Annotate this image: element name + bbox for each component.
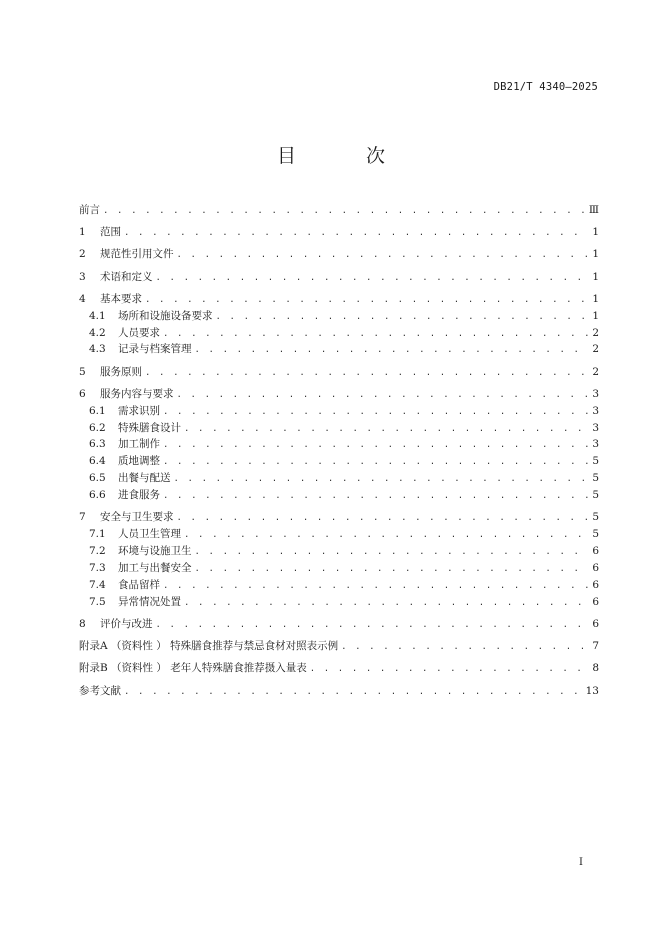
toc-entry-page: 5 <box>592 528 599 541</box>
toc-entry-page: 3 <box>592 387 599 400</box>
toc-entry-page: 1 <box>592 226 599 239</box>
toc-entry[interactable] <box>79 660 599 677</box>
dot-leader <box>177 387 589 404</box>
dot-leader <box>163 404 588 421</box>
toc-entry-number: 6.5 <box>89 472 106 485</box>
toc-entry[interactable] <box>79 341 599 358</box>
toc-entry[interactable] <box>79 453 599 470</box>
toc-entry-text: 服务原则 <box>100 365 142 378</box>
toc-entry-label <box>79 364 142 381</box>
toc-entry-page: 1 <box>592 270 599 283</box>
toc-entry-number: 7.3 <box>89 562 106 574</box>
dot-leader <box>163 454 588 471</box>
dot-leader <box>184 421 588 438</box>
dot-leader <box>145 365 588 382</box>
toc-entry[interactable] <box>79 202 599 219</box>
toc-entry-label <box>89 560 192 577</box>
toc-entry-text: 服务内容与要求 <box>100 387 174 400</box>
dot-leader <box>163 578 588 595</box>
toc-entry-text: 环境与设施卫生 <box>118 545 192 558</box>
toc-entry-label <box>79 616 153 633</box>
toc-entry-label <box>79 269 153 286</box>
toc-entry-text: 记录与档案管理 <box>118 343 192 356</box>
toc-entry-page: 3 <box>592 404 599 417</box>
toc-entry[interactable] <box>79 364 599 381</box>
toc-entry[interactable] <box>79 269 599 286</box>
toc-entry-text: 附录B （资料性 ） 老年人特殊膳食推荐摄入量表 <box>79 662 307 675</box>
toc-entry-text: 范围 <box>100 226 121 239</box>
toc-entry-text: 特殊膳食设计 <box>118 421 181 434</box>
toc-entry-page: Ⅲ <box>588 204 599 216</box>
toc-entry-label <box>89 325 160 342</box>
toc-entry-label <box>79 202 100 219</box>
toc-entry-number: 6.3 <box>89 438 106 451</box>
toc-entry-number: 6.6 <box>89 489 106 502</box>
toc-entry-number: 7.2 <box>89 545 106 558</box>
toc-entry-label <box>79 291 142 308</box>
toc-entry[interactable] <box>79 386 599 403</box>
toc-entry[interactable] <box>79 246 599 263</box>
toc-entry[interactable] <box>79 509 599 526</box>
dot-leader <box>310 661 588 678</box>
toc-entry-label <box>79 246 174 263</box>
table-of-contents <box>79 202 599 699</box>
toc-entry-label <box>89 487 160 504</box>
toc-entry-label <box>79 638 338 655</box>
toc-entry-number: 4.2 <box>89 326 106 339</box>
toc-entry[interactable] <box>79 526 599 543</box>
toc-entry-label <box>89 577 160 594</box>
toc-entry-text: 人员要求 <box>118 326 160 339</box>
dot-leader <box>216 309 589 326</box>
toc-entry-label <box>89 453 160 470</box>
dot-leader <box>195 561 589 578</box>
toc-entry-page: 5 <box>592 511 599 524</box>
toc-entry-label <box>89 526 181 543</box>
toc-entry-page: 13 <box>585 684 599 697</box>
dot-leader <box>184 595 588 612</box>
dot-leader <box>163 488 588 505</box>
toc-entry-label <box>89 594 181 611</box>
toc-entry[interactable] <box>79 543 599 560</box>
toc-entry[interactable] <box>79 224 599 241</box>
toc-entry-text: 规范性引用文件 <box>100 248 174 261</box>
toc-entry-number: 2 <box>79 248 86 261</box>
toc-entry-label <box>89 543 192 560</box>
dot-leader <box>145 292 588 309</box>
toc-entry-number: 7.5 <box>89 595 106 608</box>
dot-leader <box>156 617 589 634</box>
toc-entry-page: 3 <box>592 438 599 451</box>
toc-entry-number: 7 <box>79 511 86 524</box>
page-number: I <box>579 857 583 868</box>
toc-entry-text: 异常情况处置 <box>118 595 181 608</box>
dot-leader <box>163 437 588 454</box>
toc-entry-label <box>89 308 213 325</box>
toc-entry-text: 附录A （资料性 ） 特殊膳食推荐与禁忌食材对照表示例 <box>79 640 339 653</box>
toc-entry-number: 4.1 <box>89 309 106 322</box>
toc-entry-label <box>89 470 171 487</box>
toc-entry-page: 6 <box>592 617 599 630</box>
toc-entry[interactable] <box>79 436 599 453</box>
toc-entry-text: 术语和定义 <box>100 270 153 283</box>
toc-entry-number: 1 <box>79 226 86 239</box>
toc-entry[interactable] <box>79 560 599 577</box>
toc-entry[interactable] <box>79 308 599 325</box>
toc-entry[interactable] <box>79 577 599 594</box>
toc-entry-text: 进食服务 <box>118 489 160 502</box>
toc-entry[interactable] <box>79 594 599 611</box>
toc-entry-page: 2 <box>592 343 599 356</box>
toc-entry-page: 6 <box>592 595 599 608</box>
toc-entry-label <box>89 420 181 437</box>
toc-entry-text: 加工制作 <box>118 438 160 451</box>
toc-entry-text: 基本要求 <box>100 292 142 305</box>
toc-entry-text: 质地调整 <box>118 455 160 468</box>
dot-leader <box>195 342 589 359</box>
toc-entry-label <box>89 341 192 358</box>
toc-entry-number: 4.3 <box>89 343 106 356</box>
toc-entry-text: 食品留样 <box>118 578 160 591</box>
toc-entry-number: 7.1 <box>89 528 106 541</box>
toc-entry-page: 8 <box>592 662 599 675</box>
toc-entry-label <box>89 403 160 420</box>
toc-entry-page: 6 <box>592 562 599 574</box>
toc-entry[interactable] <box>79 420 599 437</box>
toc-entry-page: 1 <box>592 309 599 322</box>
toc-entry[interactable] <box>79 487 599 504</box>
toc-entry[interactable] <box>79 403 599 420</box>
toc-entry[interactable] <box>79 638 599 655</box>
toc-entry-page: 5 <box>592 472 599 485</box>
toc-entry-page: 6 <box>592 545 599 558</box>
toc-entry-text: 场所和设施设备要求 <box>118 309 213 322</box>
toc-entry-number: 3 <box>79 270 86 283</box>
toc-entry-page: 2 <box>592 326 599 339</box>
dot-leader <box>177 510 589 527</box>
toc-entry-text: 前言 <box>79 204 100 216</box>
dot-leader <box>103 203 586 220</box>
toc-entry-text: 需求识别 <box>118 404 160 417</box>
dot-leader <box>124 684 583 701</box>
toc-entry-page: 6 <box>592 578 599 591</box>
toc-entry-number: 6.1 <box>89 404 106 417</box>
toc-entry-number: 6 <box>79 387 86 400</box>
toc-entry-number: 6.2 <box>89 421 106 434</box>
toc-entry-text: 出餐与配送 <box>118 472 171 485</box>
toc-entry-text: 评价与改进 <box>100 617 153 630</box>
toc-entry-label <box>79 509 174 526</box>
toc-entry[interactable] <box>79 291 599 308</box>
toc-entry[interactable] <box>79 325 599 342</box>
toc-entry-page: 5 <box>592 489 599 502</box>
toc-entry-page: 3 <box>592 421 599 434</box>
toc-entry-page: 5 <box>592 455 599 468</box>
dot-leader <box>341 639 588 656</box>
document-code: DB21/T 4340—2025 <box>493 81 598 93</box>
toc-entry-text: 加工与出餐安全 <box>118 562 192 574</box>
toc-entry[interactable] <box>79 470 599 487</box>
toc-entry-label <box>79 224 121 241</box>
dot-leader <box>195 544 589 561</box>
dot-leader <box>177 247 589 264</box>
toc-entry-label <box>79 660 307 677</box>
toc-entry-text: 人员卫生管理 <box>118 528 181 541</box>
toc-entry-page: 1 <box>592 248 599 261</box>
toc-entry[interactable] <box>79 683 599 700</box>
toc-entry-number: 8 <box>79 617 86 630</box>
toc-entry-number: 7.4 <box>89 578 106 591</box>
toc-entry[interactable] <box>79 616 599 633</box>
dot-leader <box>124 225 588 242</box>
toc-entry-number: 6.4 <box>89 455 106 468</box>
toc-entry-label <box>79 683 121 700</box>
dot-leader <box>184 527 588 544</box>
dot-leader <box>163 326 588 343</box>
toc-entry-label <box>89 436 160 453</box>
dot-leader <box>156 270 589 287</box>
toc-entry-number: 5 <box>79 365 86 378</box>
toc-entry-page: 1 <box>592 292 599 305</box>
dot-leader <box>174 471 589 488</box>
toc-entry-number: 4 <box>79 292 86 305</box>
toc-entry-page: 7 <box>592 640 599 653</box>
page-title: 目 次 <box>276 145 418 167</box>
toc-entry-label <box>79 386 174 403</box>
toc-entry-text: 安全与卫生要求 <box>100 511 174 524</box>
toc-entry-page: 2 <box>592 365 599 378</box>
toc-entry-text: 参考文献 <box>79 684 121 697</box>
